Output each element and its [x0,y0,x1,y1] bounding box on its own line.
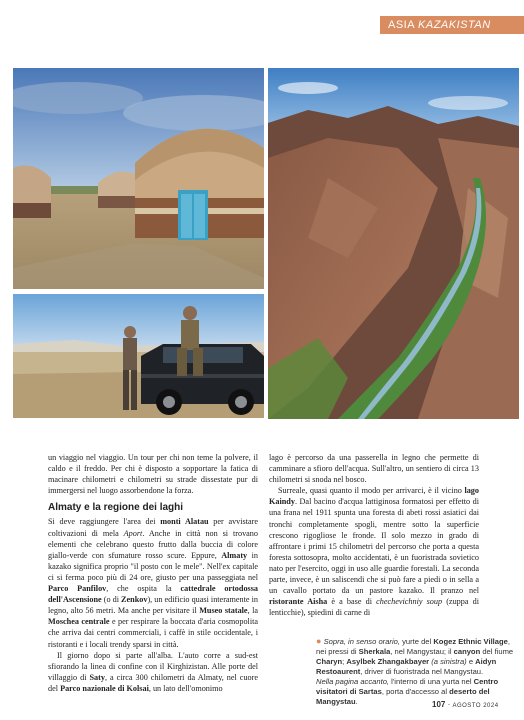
paragraph-kolsai: lago è percorso da una passerella in legno che permette di camminare a sfioro dell'acqua. Sull'altro, un sentiero di circa 13 chilometri si snoda nel bosco. [269,453,479,485]
yurt-photo [13,68,264,289]
page-footer: 107 · AGOSTO 2024 [432,700,499,709]
jeep-photo [13,294,264,418]
region-label: ASIA [388,19,415,31]
canyon-photo [268,68,519,419]
text-column-left [48,452,258,694]
paragraph-intro: un viaggio nel viaggio. Un tour per chi non teme la polvere, il caldo e il freddo. Per chi è disposto a sopportare la fatica di macinare chilometri e chilometri su strade dissestate pur di immergersi nel luogo assorbendone la forza. [48,453,258,496]
page-number: 107 [432,700,446,709]
caption-bullet-icon: ● [316,636,322,646]
country-label: KAZAKISTAN [418,19,491,31]
section-tag [380,16,524,34]
photo-caption: ● Sopra, in senso orario, yurte del Kogez Ethnic Village, nei pressi di Sherkala, nel Mangystau; il canyon del fiume Charyn; Asylbek Zhangakbayer (a sinistra) e Aidyn Restoaurent, driver di fuoristrada nel Mangystau. Nella pagina accanto, l'interno di una yurta nel Centro visitatori di Sartas, porta d'accesso al deserto del Mangystau. [316,636,514,706]
issue-date: AGOSTO 2024 [452,703,499,709]
section-subhead: Almaty e la regione dei laghi [48,502,184,514]
paragraph-kaindy: Surreale, quasi quanto il modo per arrivarci, è il vicino lago Kaindy. Dal bacino d'acqua lattiginosa formatosi per effetto di una frana nel 1911 spunta una foresta di abeti rossi asiatici dai tronchi completamente spogli, mentre sotto la superficie crescono rigogliose le fronde. Il solo mezzo in grado di affrontare i primi 15 chilometri del percorso che porta a questa foresta sottosopra, molto accidentati, è un fuoristrada sovietico nato per l'esercito, oggi in uso alle guardie forestali. La seconda parte, invece, è un saliscendi che si può fare a piedi o in sella a un cavallo portato da un pastore kazako. Il pranzo nel ristorante Aisha è a base di chechevichniy soup (zuppa di lenticchie), spiedini di carne di [269,486,479,618]
paragraph-almaty: Si deve raggiungere l'area dei monti Alatau per avvistare coltivazioni di mela Aport. Anche in città non si trovano elementi che celebrano questo frutto dalla buccia di colore giallo-verde con sfumature rosso scure. Eppure, Almaty in kazako significa proprio "il posto con le mele". Nell'ex capitale ci si ferma poco più di 24 ore, giusto per una passeggiata nel Parco Panfilov, che ospita la cattedrale ortodossa dell'Ascensione (o di Zenkov), un edificio quasi interamente in legno, alto 56 metri. Ma anche per visitare il Museo statale, la Moschea centrale e per respirare la boccata d'aria cosmopolita che arriva dai centri commerciali, i caffè in stile occidentale, i ristoranti e i locali trendy sparsi in città. [48,517,259,649]
paragraph-saty: Il giorno dopo si parte all'alba. L'auto corre a sud-est sfiorando la linea di confine con il Kirghizistan. Alle porte del villaggio di Saty, a circa 300 chilometri da Almaty, nel cuore del Parco nazionale di Kolsai, un lato dell'omonimo [48,650,258,693]
text-column-right [269,452,479,618]
